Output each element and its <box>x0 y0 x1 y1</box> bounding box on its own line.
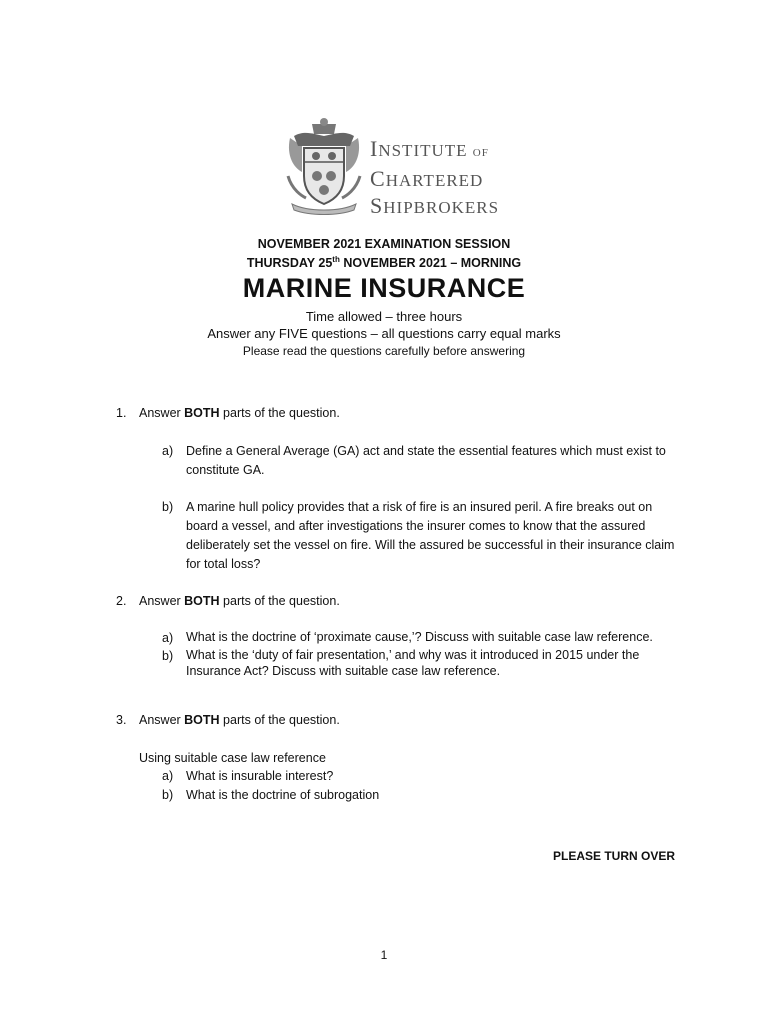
part-text: What is the doctrine of subrogation <box>186 788 380 802</box>
read-instruction: Please read the questions carefully before answering <box>242 344 526 358</box>
question-intro: Answer BOTH parts of the question. <box>139 594 340 608</box>
part-label: b) <box>162 788 174 802</box>
part-label: a) <box>162 769 174 783</box>
part-label: a) <box>162 444 174 458</box>
part-label: a) <box>162 631 174 645</box>
institute-logo <box>284 116 500 218</box>
exam-page: INSTITUTE OF CHARTERED SHIPBROKERS NOVEMBER 2021 EXAMINATION SESSION THURSDAY 25th NOVEMBER 2021 – MORNING MARINE INSURANCE Time allowed – three hours Answer any FIVE questions – all questions carry equal marks Please read the questions carefully before answering 1. Answer BOTH parts of the question. a) Define a General Average (GA) act and state the essential features which must exist to constitute GA. b) A marine hull policy provides that a risk of fire is an insured peril. A fire breaks out on board a vessel, and after investigations the insurer comes to know that the assured deliberately set the vessel on fire. Will the assured be successful in their insurance claim for total loss? 2. Answer BOTH parts of the question. a) What is the doctrine of ‘proximate cause,’? Discuss with suitable case law reference. b) What is the ‘duty of fair presentation,’ and why was it introduced in 2015 under the Insurance Act? Discuss with suitable case law reference. 3. Answer BOTH parts of the question. Using suitable case law reference a) What is insurable interest? b) What is the doctrine of subrogation PLEASE TURN OVER 1 <box>0 0 768 1024</box>
page-number: 1 <box>380 948 388 962</box>
logo-line-3: SHIPBROKERS <box>370 193 500 218</box>
part-text: What is insurable interest? <box>186 769 334 783</box>
part-label: b) <box>162 649 174 663</box>
logo-wordmark <box>370 136 499 220</box>
question-number: 1. <box>116 406 127 420</box>
part-text: What is the ‘duty of fair presentation,’ and why was it introduced in 2015 under the Insurance Act? Discuss with suitable case law reference. <box>186 648 640 678</box>
exam-session: NOVEMBER 2021 EXAMINATION SESSION <box>257 237 511 251</box>
part-text: Define a General Average (GA) act and state the essential features which must exist to constitute GA. <box>186 444 666 477</box>
question-intro: Answer BOTH parts of the question. <box>139 713 340 727</box>
question-number: 2. <box>116 594 127 608</box>
please-turn-over: PLEASE TURN OVER <box>552 849 675 863</box>
crest-icon <box>284 116 364 216</box>
answer-instruction: Answer any FIVE questions – all questions carry equal marks <box>207 326 561 341</box>
question-number: 3. <box>116 713 127 727</box>
logo-line-2: CHARTERED <box>370 166 484 191</box>
part-text: A marine hull policy provides that a risk of fire is an insured peril. A fire breaks out on board a vessel, and after investigations the insurer comes to know that the assured deliberately set the vessel on fire. Will the assured be successful in their insurance claim for total loss? <box>186 500 675 571</box>
part-label: b) <box>162 500 174 514</box>
time-allowed: Time allowed – three hours <box>305 309 463 324</box>
exam-title: MARINE INSURANCE <box>242 273 526 303</box>
exam-date: THURSDAY 25th NOVEMBER 2021 – MORNING <box>246 255 522 271</box>
part-text: What is the doctrine of ‘proximate cause,’? Discuss with suitable case law reference. <box>186 630 653 644</box>
question-intro: Answer BOTH parts of the question. <box>139 406 340 420</box>
logo-line-1: INSTITUTE OF <box>370 136 489 161</box>
